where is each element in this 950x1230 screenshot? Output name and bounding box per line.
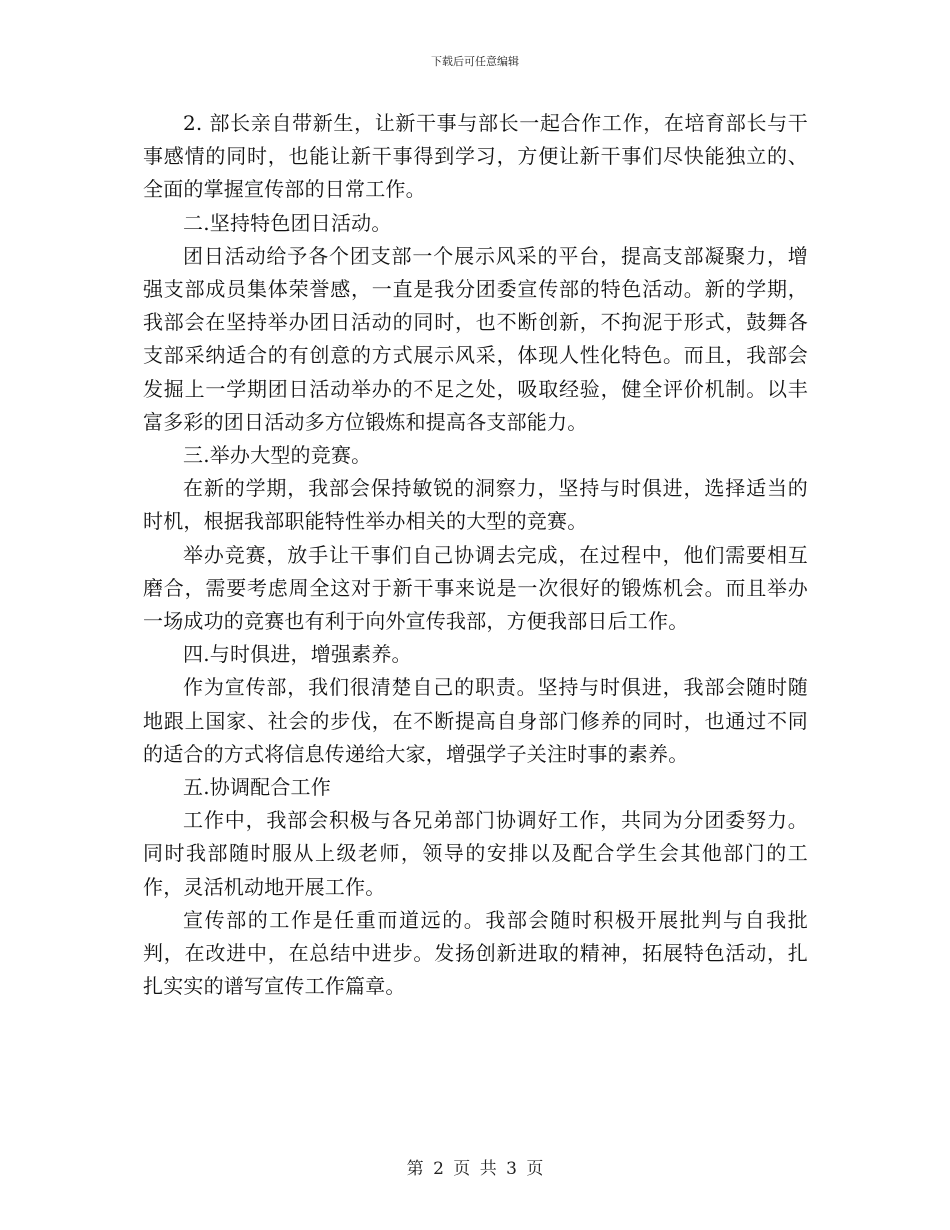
- paragraph-competition-training: 举办竞赛，放手让干事们自己协调去完成，在过程中，他们需要相互磨合，需要考虑周全这对于新干事来说是一次很好的锻炼机会。而且举办一场成功的竞赛也有利于向外宣传我部，方便我部日后工作。: [143, 542, 808, 634]
- paragraph-competition-plan: 在新的学期，我部会保持敏锐的洞察力，坚持与时俱进，选择适当的时机，根据我部职能特性举办相关的大型的竞赛。: [143, 476, 808, 534]
- heading-keep-pace: 四.与时俱进，增强素养。: [183, 642, 412, 667]
- paragraph-conclusion: 宣传部的工作是任重而道远的。我部会随时积极开展批判与自我批判，在改进中，在总结中进步。发扬创新进取的精神，拓展特色活动，扎扎实实的谱写宣传工作篇章。: [143, 907, 808, 999]
- page-number: 第 2 页 共 3 页: [406, 1159, 544, 1179]
- paragraph-coordination: 工作中，我部会积极与各兄弟部门协调好工作，共同为分团委努力。同时我部随时服从上级老师，领导的安排以及配合学生会其他部门的工作，灵活机动地开展工作。: [143, 808, 808, 899]
- paragraph-keep-pace: 作为宣传部，我们很清楚自己的职责。坚持与时俱进，我部会随时随地跟上国家、社会的步伐，在不断提高自身部门修养的同时，也通过不同的适合的方式将信息传递给大家，增强学子关注时事的素养。: [143, 675, 808, 766]
- heading-competition: 三.举办大型的竞赛。: [183, 443, 372, 468]
- document-body: [143, 107, 808, 1003]
- heading-league-day: 二.坚持特色团日活动。: [183, 210, 392, 235]
- page-header: 下载后可任意编辑: [431, 55, 519, 68]
- paragraph-league-day: 团日活动给予各个团支部一个展示风采的平台，提高支部凝聚力，增强支部成员集体荣誉感，一直是我分团委宣传部的特色活动。新的学期，我部会在坚持举办团日活动的同时，也不断创新，不拘泥于形式，鼓舞各支部采纳适合的有创意的方式展示风采，体现人性化特色。而且，我部会发掘上一学期团日活动举办的不足之处，吸取经验，健全评价机制。以丰富多彩的团日活动多方位锻炼和提高各支部能力。: [143, 243, 808, 434]
- paragraph-mentorship: 2. 部长亲自带新生，让新干事与部长一起合作工作，在培育部长与干事感情的同时，也能让新干事得到学习，方便让新干事们尽快能独立的、全面的掌握宣传部的日常工作。: [143, 111, 808, 202]
- heading-coordination: 五.协调配合工作: [183, 775, 331, 800]
